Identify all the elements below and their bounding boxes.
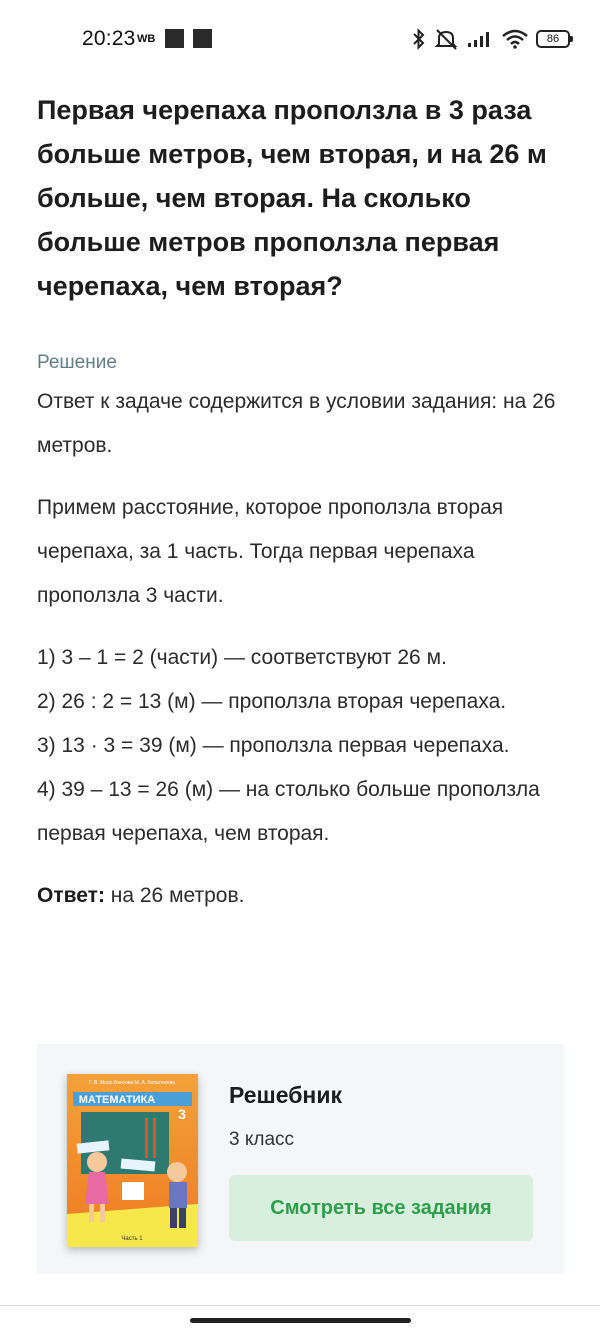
status-time: 20:23 (82, 27, 136, 50)
answer-label: Ответ: (37, 884, 105, 907)
book-cover-image[interactable] (67, 1074, 198, 1247)
view-all-tasks-button[interactable]: Смотреть все задания (229, 1175, 533, 1241)
question-title: Первая черепаха проползла в 3 раза больше метров, чем вторая, и на 26 м больше, чем вторая. На сколько больше метров проползла первая черепаха, чем вторая? (37, 95, 547, 301)
battery-level: 86 (546, 33, 560, 45)
signal-icon (466, 30, 494, 48)
notification-icon (165, 29, 184, 48)
battery-icon (536, 30, 570, 48)
wb-notification-icon: WB (137, 33, 156, 45)
status-icons (412, 26, 570, 52)
divider (0, 1305, 600, 1306)
solution-step: 3) 13 · 3 = 39 (м) — проползла первая черепаха. (37, 734, 510, 757)
solution-steps (37, 636, 567, 856)
book-authors: Г. В. Моро Бантова М. А. Бельтюкова (88, 1080, 176, 1086)
answer-text: на 26 метров. (104, 884, 245, 907)
answer (37, 874, 567, 918)
wifi-icon (502, 29, 528, 49)
solution-step: 2) 26 : 2 = 13 (м) — проползла вторая черепаха. (37, 690, 507, 713)
status-bar (0, 0, 600, 80)
mute-icon (434, 28, 458, 50)
bluetooth-icon (412, 28, 426, 50)
task-content (37, 88, 567, 918)
solution-step: 4) 39 – 13 = 26 (м) — на столько больше проползла первая черепаха, чем вторая. (37, 778, 540, 845)
home-indicator[interactable] (190, 1318, 411, 1323)
book-grade: 3 (178, 1106, 186, 1122)
card-grade: 3 класс (229, 1129, 295, 1150)
book-part: Часть 1 (121, 1236, 143, 1242)
solution-assumption: Примем расстояние, которое проползла вторая черепаха, за 1 часть. Тогда первая черепаха проползла 3 части. (37, 496, 504, 607)
card-title[interactable]: Решебник (229, 1082, 342, 1108)
notification-icon (193, 29, 212, 48)
book-subject: МАТЕМАТИКА (78, 1094, 156, 1106)
reshebnik-card[interactable] (37, 1044, 564, 1274)
solution-label: Решение (37, 352, 117, 373)
solution-intro: Ответ к задаче содержится в условии задания: на 26 метров. (37, 390, 556, 457)
solution-step: 1) 3 – 1 = 2 (части) — соответствуют 26 м. (37, 646, 447, 669)
